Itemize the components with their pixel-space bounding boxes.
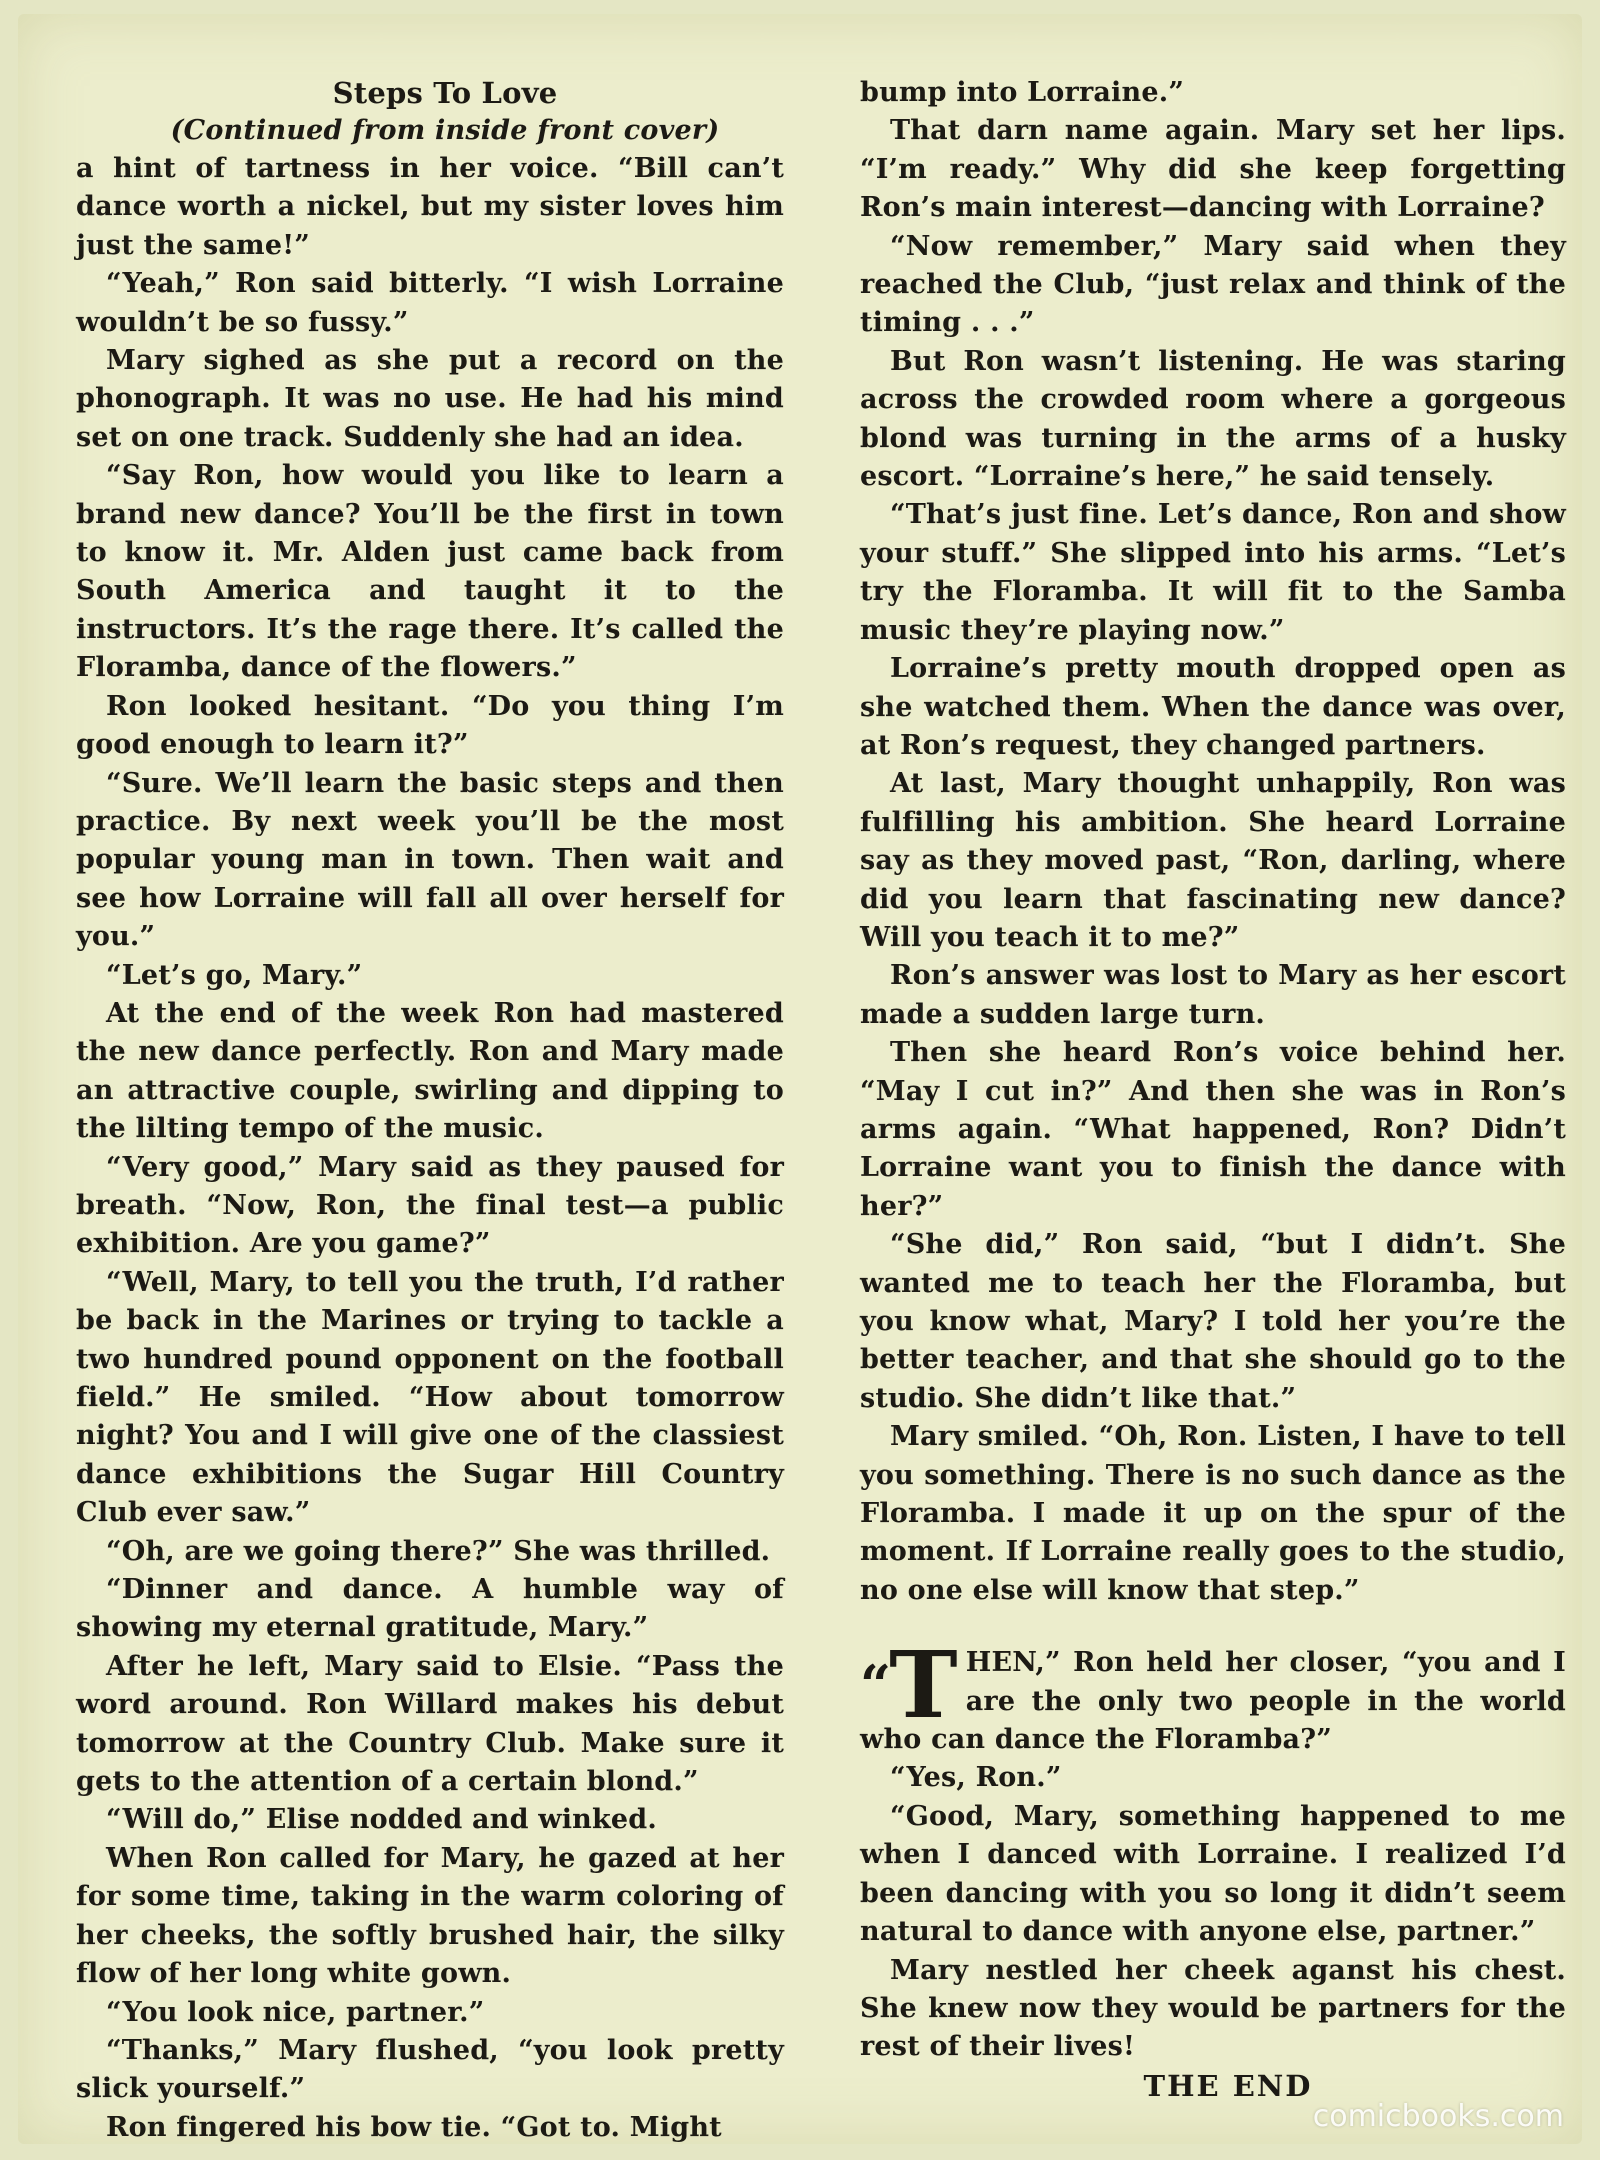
paragraph: “Now remember,” Mary said when they reached the Club, “just relax and think of the timing . . .” — [860, 230, 1566, 339]
paragraph: That darn name again. Mary set her lips. “I’m ready.” Why did she keep forgetting Ron’s main interest—dancing with Lorraine? — [860, 115, 1566, 224]
paragraph: When Ron called for Mary, he gazed at her for some time, taking in the warm coloring of her cheeks, the softly brushed hair, the silky flow of her long white gown. — [76, 1842, 784, 1990]
paragraph: “Oh, are we going there?” She was thrilled. — [106, 1535, 771, 1567]
paragraph: “Say Ron, how would you like to learn a brand new dance? You’ll be the first in town to know it. Mr. Alden just came back from South America and taught it to the instructors. It’s the rage there. It’s called the Floramba, dance of the flowers.” — [76, 460, 784, 684]
paragraph: “Yes, Ron.” — [890, 1762, 1062, 1794]
paragraph: Ron’s answer was lost to Mary as her escort made a sudden large turn. — [860, 960, 1566, 1030]
paragraph: “Will do,” Elise nodded and winked. — [106, 1804, 657, 1836]
left-column — [76, 74, 784, 2147]
paragraph: Mary nestled her cheek aganst his chest. She knew now they would be partners for the rest of their lives! — [860, 1954, 1566, 2063]
story-title: Steps To Love — [332, 76, 558, 110]
paragraph: At the end of the week Ron had mastered the new dance perfectly. Ron and Mary made an attractive couple, swirling and dipping to the lilting tempo of the music. — [76, 997, 784, 1145]
paragraph: “Sure. We’ll learn the basic steps and then practice. By next week you’ll be the most popular young man in town. Then wait and see how Lorraine will fall all over herself for you.” — [76, 767, 784, 953]
paragraph: bump into Lorraine.” — [860, 77, 1185, 108]
dropcap-paragraph — [860, 1631, 1566, 1759]
paragraph: “Well, Mary, to tell you the truth, I’d rather be back in the Marines or trying to tackle a two hundred pound opponent on the football field.” He smiled. “How about tomorrow night? You and I will give one of the classiest dance exhibitions the Sugar Hill Country Club ever saw.” — [76, 1266, 784, 1529]
paragraph: Ron fingered his bow tie. “Got to. Might — [106, 2111, 722, 2143]
dropcap — [860, 1631, 958, 1740]
dropcap-letter: T — [889, 1631, 958, 1740]
paragraph: Mary smiled. “Oh, Ron. Listen, I have to tell you something. There is no such dance as the Floramba. I made it up on the spur of the moment. If Lorraine really goes to the studio, no one else will know that step.” — [860, 1421, 1566, 1606]
paragraph: “Yeah,” Ron said bitterly. “I wish Lorraine wouldn’t be so fussy.” — [76, 268, 784, 338]
paragraph: Then she heard Ron’s voice behind her. “May I cut in?” And then she was in Ron’s arms again. “What happened, Ron? Didn’t Lorraine want you to finish the dance with her?” — [860, 1037, 1566, 1222]
paragraph: “Good, Mary, something happened to me when I danced with Lorraine. I realized I’d been dancing with you so long it didn’t seem natural to dance with anyone else, partner.” — [860, 1800, 1566, 1948]
story-subtitle: (Continued from inside front cover) — [170, 115, 720, 146]
the-end: THE END — [1143, 2068, 1313, 2103]
paragraph: “Let’s go, Mary.” — [106, 959, 363, 991]
dropcap-quote: “ — [860, 1653, 888, 1718]
page-sheet — [18, 14, 1582, 2144]
paragraph: Mary sighed as she put a record on the phonograph. It was no use. He had his mind set on one track. Suddenly she had an idea. — [76, 345, 784, 453]
paragraph: But Ron wasn’t listening. He was staring across the crowded room where a gorgeous blond was turning in the arms of a husky escort. “Lorraine’s here,” he said tensely. — [860, 345, 1566, 493]
right-column — [860, 74, 1566, 2105]
paragraph: “That’s just fine. Let’s dance, Ron and show your stuff.” She slipped into his arms. “Let’s try the Floramba. It will fit to the Samba music they’re playing now.” — [860, 499, 1566, 646]
paragraph: “Thanks,” Mary flushed, “you look pretty slick yourself.” — [76, 2034, 784, 2105]
paragraph: “Dinner and dance. A humble way of showing my eternal gratitude, Mary.” — [76, 1574, 784, 1644]
paragraph: “She did,” Ron said, “but I didn’t. She wanted me to teach her the Floramba, but you know what, Mary? I told her you’re the better teacher, and that she should go to the studio. She didn’t like that.” — [860, 1229, 1566, 1414]
paragraph: a hint of tartness in her voice. “Bill can’t dance worth a nickel, but my sister loves him just the same!” — [76, 153, 784, 261]
paragraph: At last, Mary thought unhappily, Ron was fulfilling his ambition. She heard Lorraine say as they moved past, “Ron, darling, where did you learn that fascinating new dance? Will you teach it to me?” — [860, 768, 1566, 953]
paragraph: “You look nice, partner.” — [106, 1996, 485, 2028]
paragraph: “Very good,” Mary said as they paused for breath. “Now, Ron, the final test—a public exhibition. Are you game?” — [76, 1151, 784, 1260]
watermark: comicbooks.com — [1312, 2099, 1564, 2134]
dropcap-rest: HEN,” Ron held her closer, “you and I are the only two people in the world who can dance the Floramba?” — [860, 1647, 1566, 1756]
paragraph: Lorraine’s pretty mouth dropped open as she watched them. When the dance was over, at Ron’s request, they changed partners. — [860, 653, 1566, 761]
paragraph: Ron looked hesitant. “Do you thing I’m good enough to learn it?” — [76, 690, 784, 761]
paragraph: After he left, Mary said to Elsie. “Pass the word around. Ron Willard makes his debut tomorrow at the Country Club. Make sure it gets to the attention of a certain blond.” — [76, 1650, 784, 1798]
